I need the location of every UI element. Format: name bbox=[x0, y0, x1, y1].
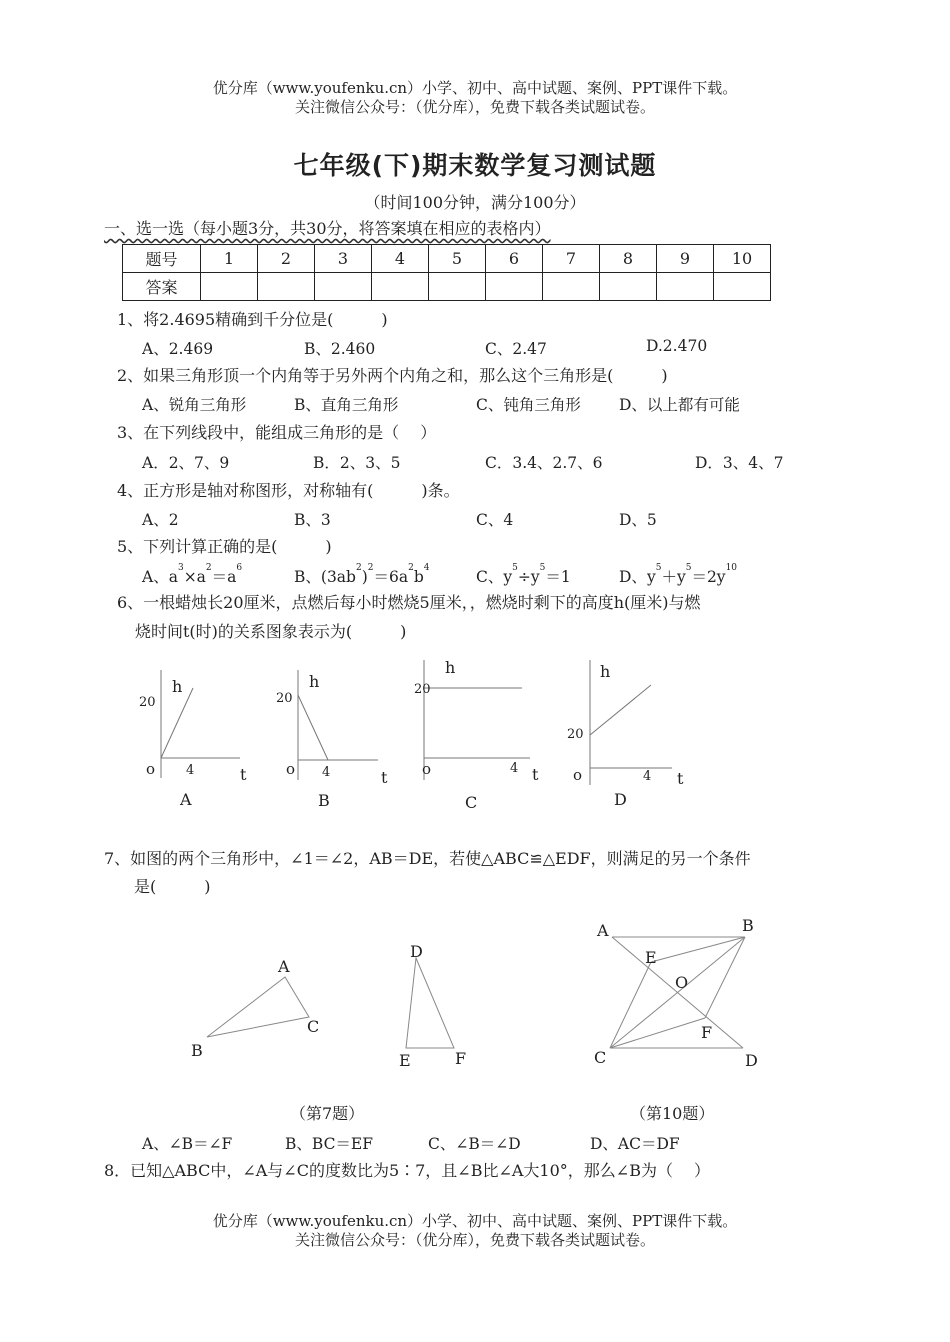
graph-c-x-value: 4 bbox=[510, 761, 519, 776]
fig10-caption: （第10题） bbox=[630, 1104, 715, 1123]
graph-c-h: h bbox=[445, 658, 456, 677]
q5-option-b: B、$(3ab^2)^2=6a^2b^4$ bbox=[294, 563, 430, 586]
q5-option-c: C、$y^5\div y^5=1$ bbox=[476, 563, 571, 586]
q2-option-c: C、钝角三角形 bbox=[476, 396, 581, 414]
question-6-line-1: 6、一根蜡烛长20厘米，点燃后每小时燃烧5厘米，，燃烧时剩下的高度h(厘米)与燃 bbox=[117, 593, 701, 612]
question-8: 8．已知△ABC中，∠A与∠C的度数比为5∶7，且∠B比∠A大10°，那么∠B为（ ） bbox=[104, 1161, 711, 1180]
fig10-label-f: F bbox=[701, 1023, 713, 1042]
graph-d-h: h bbox=[600, 662, 611, 681]
q5-option-d: D、$y^5+y^5=2y^{10}$ bbox=[619, 563, 738, 586]
graph-b-line bbox=[298, 695, 328, 760]
tri2-label-e: E bbox=[399, 1051, 411, 1070]
q6-graphs bbox=[0, 650, 950, 820]
graph-a-x-value: 4 bbox=[186, 763, 195, 778]
fig10-line-cf bbox=[610, 1018, 705, 1048]
tri2-label-d: D bbox=[410, 942, 423, 961]
triangle-abc bbox=[207, 977, 309, 1037]
q1-option-a: A、2.469 bbox=[142, 340, 214, 358]
q2-option-d: D、以上都有可能 bbox=[619, 396, 740, 414]
q7-option-d: D、AC＝DF bbox=[590, 1135, 680, 1153]
answer-cell[interactable] bbox=[657, 273, 714, 301]
table-cell-number: 7 bbox=[543, 245, 600, 273]
question-1: 1、将2.4695精确到千分位是( ) bbox=[117, 310, 388, 329]
fig10-label-d: D bbox=[745, 1051, 758, 1070]
graph-a-h: h bbox=[172, 677, 183, 696]
fig10-label-o: O bbox=[675, 973, 689, 992]
graph-b-t: t bbox=[381, 768, 388, 787]
graph-a-label: A bbox=[180, 790, 192, 809]
fig10-line-ce bbox=[610, 962, 651, 1048]
question-5: 5、下列计算正确的是( ) bbox=[117, 537, 332, 556]
question-3: 3、在下列线段中，能组成三角形的是（ ） bbox=[117, 423, 437, 442]
page-title: 七年级(下)期末数学复习测试题 bbox=[293, 151, 657, 180]
q7-option-a: A、∠B＝∠F bbox=[142, 1135, 233, 1153]
fig10-label-c: C bbox=[594, 1048, 607, 1067]
fig10-line-eb bbox=[651, 937, 745, 962]
answer-cell[interactable] bbox=[543, 273, 600, 301]
q3-option-d: D．3、4、7 bbox=[695, 454, 784, 472]
fig10-line-fb bbox=[705, 937, 745, 1018]
graph-c-t: t bbox=[532, 765, 539, 784]
table-cell-number: 10 bbox=[714, 245, 771, 273]
graph-c-label: C bbox=[465, 793, 478, 812]
fig7-caption: （第7题） bbox=[290, 1104, 365, 1123]
answer-cell[interactable] bbox=[372, 273, 429, 301]
geometry-figures bbox=[0, 905, 950, 1105]
table-cell-number: 6 bbox=[486, 245, 543, 273]
question-6-line-2: 烧时间t(时)的关系图象表示为( ) bbox=[135, 622, 407, 641]
q1-option-c: C、2.47 bbox=[485, 340, 547, 358]
header-line-2: 关注微信公众号：（优分库），免费下载各类试题试卷。 bbox=[294, 98, 655, 116]
fig10-label-e: E bbox=[645, 948, 657, 967]
section-heading: 一、选一选（每小题3分，共30分，将答案填在相应的表格内） bbox=[104, 219, 551, 238]
q1-option-b: B、2.460 bbox=[304, 340, 376, 358]
graph-b-x-value: 4 bbox=[322, 765, 331, 780]
graph-d-origin: o bbox=[573, 766, 583, 784]
graph-c-y-value: 20 bbox=[414, 682, 431, 697]
fig10-line-cb bbox=[610, 937, 745, 1048]
q7-option-b: B、BC＝EF bbox=[285, 1135, 373, 1153]
graph-d-t: t bbox=[677, 769, 684, 788]
footer-line-2: 关注微信公众号：（优分库），免费下载各类试题试卷。 bbox=[294, 1231, 655, 1249]
header-line-1: 优分库（www.youfenku.cn）小学、初中、高中试题、案例、PPT课件下载。 bbox=[212, 79, 738, 97]
question-2: 2、如果三角形顶一个内角等于另外两个内角之和，那么这个三角形是( ) bbox=[117, 366, 668, 385]
graph-b-origin: o bbox=[286, 760, 296, 778]
table-cell-number: 4 bbox=[372, 245, 429, 273]
triangle-def bbox=[406, 958, 454, 1048]
table-row-label: 题号 bbox=[123, 245, 201, 273]
answer-cell[interactable] bbox=[486, 273, 543, 301]
tri1-label-c: C bbox=[307, 1017, 320, 1036]
q2-option-b: B、直角三角形 bbox=[294, 396, 399, 414]
graph-d-x-value: 4 bbox=[643, 769, 652, 784]
question-7-line-2: 是( ) bbox=[134, 877, 211, 896]
q2-option-a: A、锐角三角形 bbox=[142, 396, 247, 414]
table-cell-number: 5 bbox=[429, 245, 486, 273]
tri1-label-b: B bbox=[191, 1041, 203, 1060]
answer-cell[interactable] bbox=[201, 273, 258, 301]
q7-option-c: C、∠B＝∠D bbox=[428, 1135, 521, 1153]
table-row-label: 答案 bbox=[123, 273, 201, 301]
graph-d-line bbox=[590, 685, 651, 735]
graph-b-h: h bbox=[309, 672, 320, 691]
question-7-line-1: 7、如图的两个三角形中，∠1＝∠2，AB＝DE，若使△ABC≌△EDF，则满足的另一个条件 bbox=[104, 849, 751, 868]
tri2-label-f: F bbox=[455, 1049, 467, 1068]
graph-d-y-value: 20 bbox=[567, 727, 584, 742]
graph-a-y-value: 20 bbox=[139, 695, 156, 710]
graph-b-label: B bbox=[318, 791, 330, 810]
graph-b-y-value: 20 bbox=[276, 691, 293, 706]
answer-cell[interactable] bbox=[429, 273, 486, 301]
q3-option-a: A．2、7、9 bbox=[142, 454, 230, 472]
answer-cell[interactable] bbox=[714, 273, 771, 301]
q3-option-b: B．2、3、5 bbox=[313, 454, 401, 472]
graph-a-t: t bbox=[240, 765, 247, 784]
table-cell-number: 1 bbox=[201, 245, 258, 273]
answer-cell[interactable] bbox=[600, 273, 657, 301]
tri1-label-a: A bbox=[278, 957, 290, 976]
graph-a-origin: o bbox=[146, 760, 156, 778]
q3-option-c: C．3.4、2.7、6 bbox=[485, 454, 603, 472]
fig10-label-a: A bbox=[597, 921, 609, 940]
q4-option-a: A、2 bbox=[142, 511, 179, 529]
table-cell-number: 9 bbox=[657, 245, 714, 273]
table-row-numbers bbox=[123, 245, 771, 273]
graph-c-origin: o bbox=[422, 760, 432, 778]
q5-option-a: A、$a^3\times a^2=a^6$ bbox=[142, 563, 243, 586]
q4-option-b: B、3 bbox=[294, 511, 331, 529]
question-4: 4、正方形是轴对称图形，对称轴有( )条。 bbox=[117, 481, 460, 500]
q4-option-d: D、5 bbox=[619, 511, 657, 529]
answer-cell[interactable] bbox=[258, 273, 315, 301]
page-subtitle: （时间100分钟，满分100分） bbox=[364, 193, 586, 212]
fig10-label-b: B bbox=[742, 916, 754, 935]
table-cell-number: 2 bbox=[258, 245, 315, 273]
table-cell-number: 3 bbox=[315, 245, 372, 273]
q4-option-c: C、4 bbox=[476, 511, 514, 529]
table-cell-number: 8 bbox=[600, 245, 657, 273]
q1-option-d: D.2.470 bbox=[646, 337, 708, 355]
answer-table bbox=[122, 244, 771, 301]
graph-a-line bbox=[161, 688, 193, 758]
graph-d-label: D bbox=[614, 790, 627, 809]
answer-cell[interactable] bbox=[315, 273, 372, 301]
footer-line-1: 优分库（www.youfenku.cn）小学、初中、高中试题、案例、PPT课件下载。 bbox=[212, 1212, 738, 1230]
table-row-answers bbox=[123, 273, 771, 301]
